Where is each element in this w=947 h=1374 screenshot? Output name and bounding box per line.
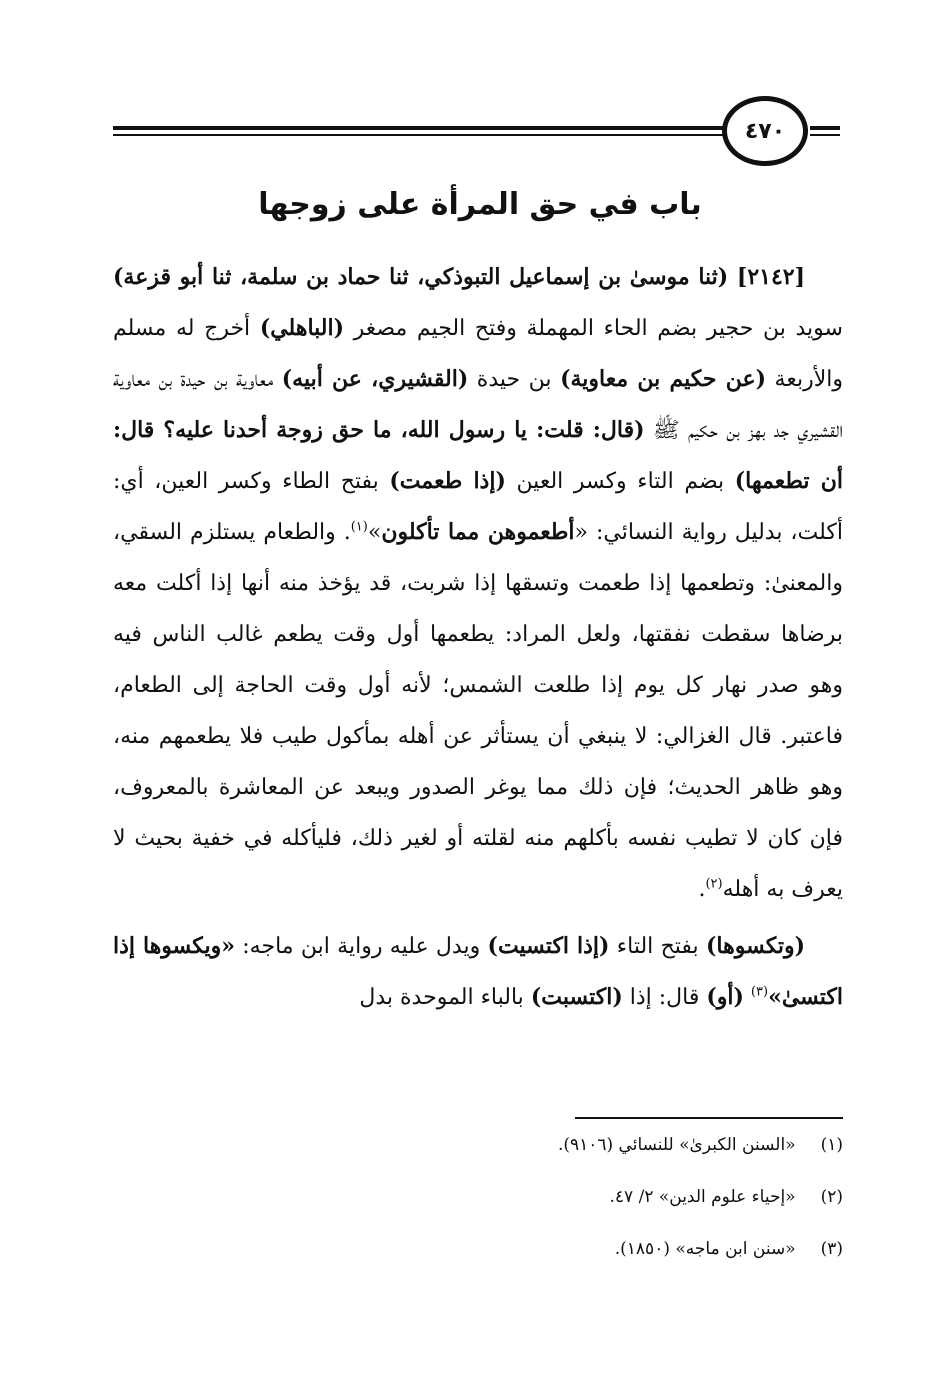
footnote [113,1130,843,1182]
bold-text: (إذا طعمت) [389,468,506,494]
text-run: بفتح الطاء وكسر العين، أي: أكلت، بدليل رواية النسائي: « [113,469,843,545]
body-text [113,252,843,1023]
bold-text: «ويكسوها إذا اكتسىٰ» [113,933,843,1010]
chapter-title: باب في حق المرأة على زوجها [258,187,702,222]
bold-text: (وتكسوها) [706,933,806,959]
text-run: . [698,877,706,902]
bold-text: (القشيري، عن أبيه) [281,366,469,392]
footnote [113,1234,843,1286]
footnote-ref: (٣) [750,984,769,1000]
text-run: . والطعام يستلزم السقي، والمعنىٰ: وتطعمها إذا طعمت وتسقها إذا شربت، قد يؤخذ منه أنها إذا أكلت معه برضاها سقطت نفقتها، ولعل المراد: يطعمها أول وقت يطعم غالب الناس فيه وهو صدر نهار كل يوم إذا طلعت الشمس؛ لأنه أول وقت الحاجة إلى الطعام، فاعتبر. قال الغزالي: لا ينبغي أن يستأثر عن أهله بمأكول طيب فلا يطعمهم منه، وهو ظاهر الحديث؛ فإن ذلك مما يوغر الصدور ويبعد عن المعاشرة بالمعروف، فإن كان لا تطيب نفسه بأكلهم منه لقلته أو لغير ذلك، فليأكله في خفية بحيث لا يعرف به أهله [113,520,843,902]
text-run: بن حيدة [468,367,561,392]
page-number [722,96,808,166]
bold-text: (قال: قلت: يا رسول الله، ما حق زوجة أحدنا عليه؟ قال: أن تطعمها) [113,417,843,494]
text-run: معاوية بن حيدة بن معاوية القشيري جد بهز بن حكيم ﷺ [113,367,843,443]
bold-text: (الباهلي) [259,315,345,341]
text-run: قال: إذا [622,985,707,1010]
footnote-number: (١) [820,1135,843,1155]
footnote-number: (٣) [820,1239,843,1259]
header-rule-end [810,126,840,136]
text-run: سويد بن حجير بضم الحاء المهملة وفتح الجيم مصغر [344,316,843,341]
footnote-text: «سنن ابن ماجه» (١٨٥٠). [614,1239,796,1259]
page-number-text: ٤٧٠ [744,118,786,144]
text-run: » [367,520,382,545]
footnote-divider [575,1117,843,1119]
bold-text: (اكتسبت) [530,984,623,1010]
footnote-text: «إحياء علوم الدين» ٢/ ٤٧. [609,1187,796,1207]
paragraph [113,921,843,1023]
header-rule [113,126,725,136]
text-run: أخرج له مسلم والأربعة [113,316,843,392]
footnote-number: (٢) [820,1187,843,1207]
footnote-ref: (٢) [705,876,723,892]
bold-text: (إذا اكتسيت) [487,933,610,959]
text-run: ويدل عليه رواية ابن ماجه: [234,934,488,959]
footnotes [113,1130,843,1286]
bold-text: (أو) [706,984,744,1010]
paragraph [113,252,843,915]
text-run: بضم التاء وكسر العين [505,469,735,494]
bold-text: أطعموهن مما تأكلون [381,519,575,545]
text-run: بفتح التاء [609,934,706,959]
bold-text: (عن حكيم بن معاوية) [560,366,766,392]
footnote-text: «السنن الكبرىٰ» للنسائي (٩١٠٦). [557,1135,796,1155]
footnote-ref: (١) [350,519,368,535]
text-run [744,985,751,1010]
bold-text: [٢١٤٢] (ثنا موسىٰ بن إسماعيل التبوذكي، ثنا حماد بن سلمة، ثنا أبو قزعة) [113,264,805,290]
text-run: بالباء الموحدة بدل [359,985,531,1010]
footnote [113,1182,843,1234]
